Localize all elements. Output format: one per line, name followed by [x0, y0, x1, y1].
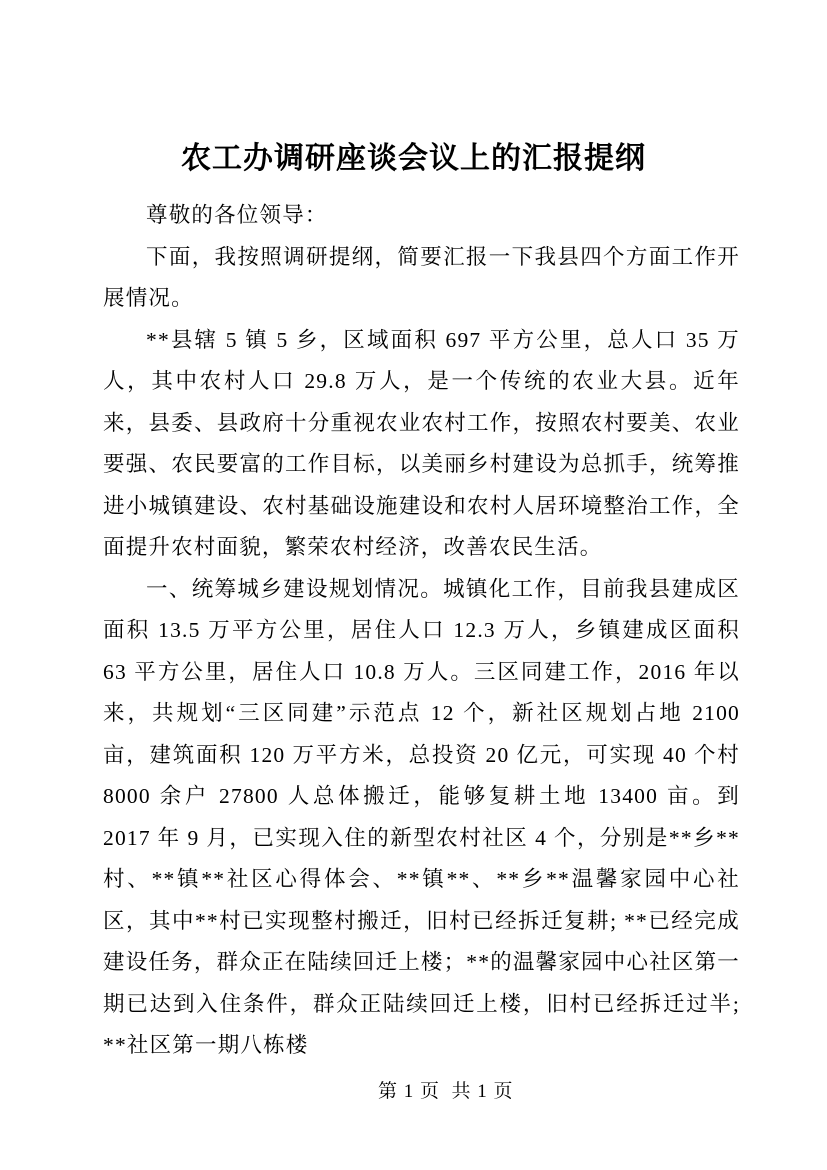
page-number-footer: 第 1 页 共 1 页 [378, 1081, 514, 1102]
paragraph-section-one-urban-rural-planning: 一、统筹城乡建设规划情况。城镇化工作，目前我县建成区面积 13.5 万平方公里，居住人口 12.3 万人，乡镇建成区面积 63 平方公里，居住人口 10.8 万人。三区同建工作，2016 年以来，共规划“三区同建”示范点 12 个，新社区规划占地 2100 亩，建筑面积 120 万平方米，总投资 20 亿元，可实现 40 个村 8000 余户 27800 人总体搬迁，能够复耕土地 13400 亩。到 2017 年 9 月，已实现入住的新型农村社区 4 个，分别是**乡**村、**镇**社区心得体会、**镇**、**乡**温馨家园中心社区，其中**村已实现整村搬迁，旧村已经拆迁复耕; **已经完成建设任务，群众正在陆续回迁上楼；**的温馨家园中心社区第一期已达到入住条件，群众正陆续回迁上楼，旧村已经拆迁过半; **社区第一期八栋楼 [103, 576, 740, 1057]
paragraph-salutation: 尊敬的各位领导： [146, 203, 328, 227]
document-title: 农工办调研座谈会议上的汇报提纲 [181, 142, 646, 175]
document-body [103, 195, 740, 1067]
paragraph-intro: 下面，我按照调研提纲，简要汇报一下我县四个方面工作开展情况。 [103, 244, 740, 310]
paragraph-county-overview: **县辖 5 镇 5 乡，区域面积 697 平方公里，总人口 35 万人，其中农村人口 29.8 万人，是一个传统的农业大县。近年来，县委、县政府十分重视农业农村工作，按照农村要美、农业要强、农民要富的工作目标，以美丽乡村建设为总抓手，统筹推进小城镇建设、农村基础设施建设和农村人居环境整治工作，全面提升农村面貌，繁荣农村经济，改善农民生活。 [103, 327, 740, 559]
